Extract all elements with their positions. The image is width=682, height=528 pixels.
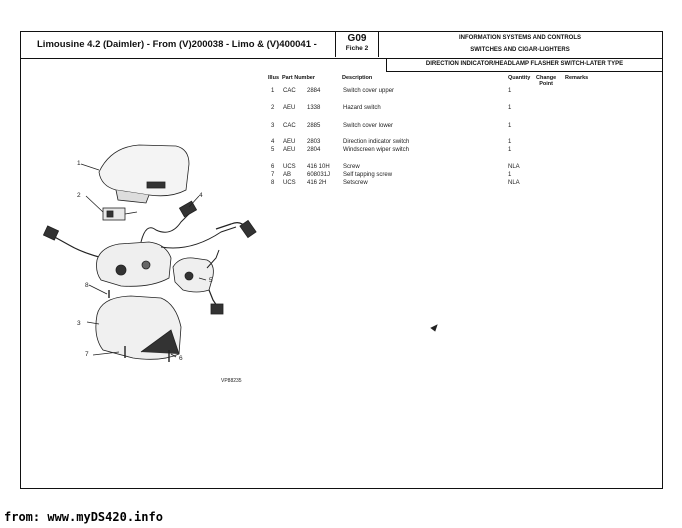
quantity-cell: 1 [508, 147, 512, 153]
illus-cell: 8 [271, 180, 275, 186]
description-cell: Hazard switch [343, 105, 381, 111]
exploded-diagram [21, 32, 662, 488]
illus-cell: 1 [271, 88, 275, 94]
quantity-cell: 1 [508, 172, 512, 178]
part-prefix-cell: AB [283, 172, 292, 178]
parts-sheet [20, 31, 663, 489]
illus-cell: 6 [271, 164, 275, 170]
callout-4: 4 [199, 192, 203, 199]
description-cell: Screw [343, 164, 360, 170]
callout-8: 8 [85, 282, 89, 289]
col-part-number: Part Number [282, 75, 316, 81]
part-prefix-cell: AEU [283, 147, 296, 153]
source-footer: from: www.myDS420.info [4, 510, 163, 524]
part-number-cell: 2804 [307, 147, 321, 153]
illus-cell: 3 [271, 123, 275, 129]
col-illus: Illus [268, 75, 280, 81]
col-quantity: Quantity [508, 75, 531, 81]
description-cell: Switch cover lower [343, 123, 394, 129]
col-change-label: Change [536, 75, 557, 81]
quantity-cell: 1 [508, 123, 512, 129]
fiche-label: Fiche 2 [345, 45, 369, 52]
illus-cell: 2 [271, 105, 275, 111]
quantity-cell: NLA [508, 164, 520, 170]
illus-cell: 7 [271, 172, 275, 178]
diagram-ref: VP88235 [221, 378, 242, 384]
left-stalk-shape [51, 235, 99, 257]
hazard-switch-shape [103, 208, 125, 220]
part-number-cell: 416 2H [307, 180, 327, 186]
part-prefix-cell: AEU [283, 139, 296, 145]
callout-6: 6 [179, 355, 183, 362]
switch-body-shape [97, 242, 172, 286]
section-line-2: SWITCHES AND CIGAR-LIGHTERS [470, 47, 570, 53]
quantity-cell: NLA [508, 180, 520, 186]
part-number-cell: 2884 [307, 88, 321, 94]
part-number-cell: 2885 [307, 123, 321, 129]
part-number-cell: 1338 [307, 105, 321, 111]
callout-5: 5 [209, 277, 213, 284]
part-prefix-cell: UCS [283, 164, 296, 170]
col-point-label: Point [539, 81, 553, 87]
col-remarks: Remarks [565, 75, 589, 81]
part-number-cell: 2803 [307, 139, 321, 145]
part-prefix-cell: AEU [283, 105, 296, 111]
callout-1: 1 [77, 160, 81, 167]
section-line-1: INFORMATION SYSTEMS AND CONTROLS [459, 35, 581, 41]
callout-7: 7 [85, 351, 89, 358]
description-cell: Direction indicator switch [343, 139, 410, 145]
part-prefix-cell: CAC [283, 88, 296, 94]
description-cell: Self tapping screw [343, 172, 393, 178]
callout-2: 2 [77, 192, 81, 199]
part-prefix-cell: UCS [283, 180, 296, 186]
description-cell: Windscreen wiper switch [343, 147, 410, 153]
part-number-cell: 608031J [307, 172, 331, 178]
fiche-code: G09 [347, 33, 367, 44]
description-cell: Switch cover upper [343, 88, 395, 94]
quantity-cell: 1 [508, 139, 512, 145]
quantity-cell: 1 [508, 88, 512, 94]
model-title: Limousine 4.2 (Daimler) - From (V)200038 - Limo & (V)400041 - [37, 39, 317, 50]
illus-cell: 5 [271, 147, 275, 153]
part-number-cell: 416 10H [307, 164, 330, 170]
part-prefix-cell: CAC [283, 123, 296, 129]
upper-cover-shape [99, 145, 189, 196]
callout-3: 3 [77, 320, 81, 327]
illus-cell: 4 [271, 139, 275, 145]
col-description: Description [342, 75, 373, 81]
group-title: DIRECTION INDICATOR/HEADLAMP FLASHER SWITCH-LATER TYPE [386, 58, 662, 72]
quantity-cell: 1 [508, 105, 512, 111]
description-cell: Setscrew [343, 180, 368, 186]
